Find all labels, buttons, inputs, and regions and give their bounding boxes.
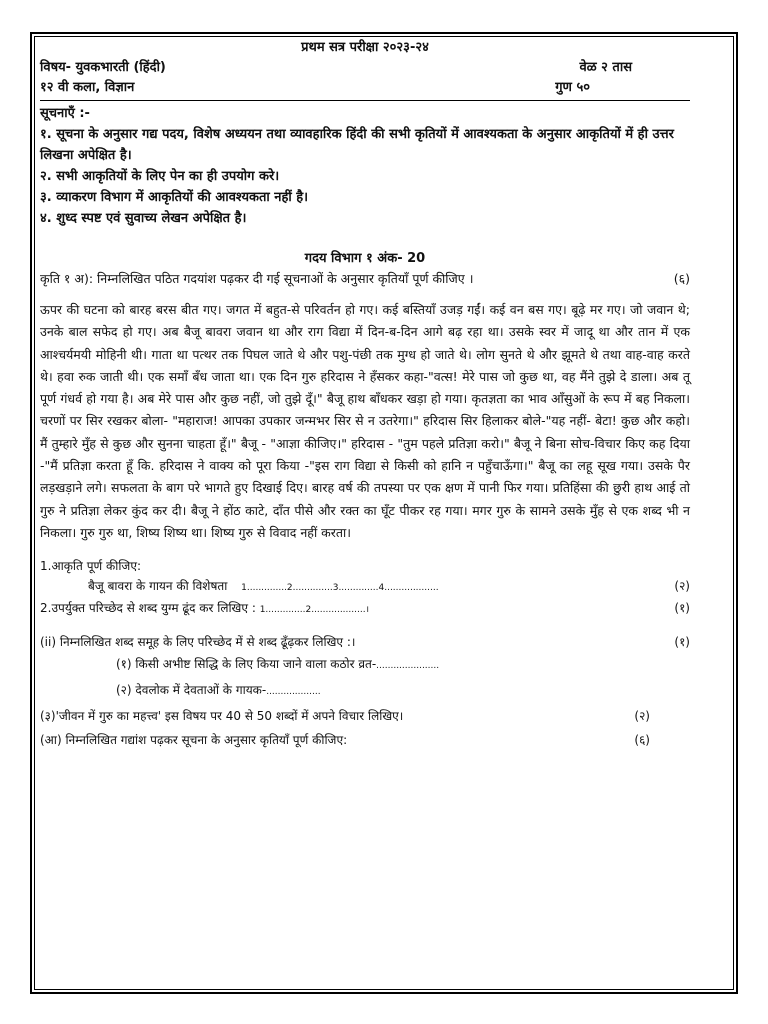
total-marks: गुण ५० <box>555 80 590 95</box>
class: १२ वी कला, विज्ञान <box>40 80 135 95</box>
question-3 <box>40 632 690 652</box>
instructions-heading: सूचनाएँ :- <box>40 106 90 121</box>
header-row-2 <box>40 78 690 98</box>
question-3-a-text: (१) किसी अभीष्ट सिद्धि के लिए किया जाने वाला कठोर व्रत- <box>116 657 377 672</box>
question-3-b <box>40 678 690 704</box>
prose-passage: ऊपर की घटना को बारह बरस बीत गए। जगत में बहुत-से परिवर्तन हो गए। कई बस्तियाँ उजड़ गईं। कई वन बस गए। बूढ़े मर गए। जो जवान थे; उनके बाल सफेद हो गए। अब बैजू बावरा जवान था और राग विद्या में दिन-ब-दिन आगे बढ़ रहा था। उसके स्वर में जादू था और तान में एक आश्चर्यमयी मोहिनी थी। गाता था पत्थर तक पिघल जाते थे और पशु-पंछी तक मुग्ध हो जाते थे। लोग सुनते थे और झूमते थे तथा वाह-वाह करते थे। हवा रुक जाती थी। एक समाँ बँध जाता था। एक दिन गुरु हरिदास ने हँसकर कहा-"वत्स! मेरे पास जो कुछ था, वह मैंने तुझे दे डाला। अब तू पूर्ण गंधर्व हो गया है। अब मेरे पास और कुछ नहीं, जो तुझे दूँ।" बैजू हाथ बाँधकर खड़ा हो गया। कृतज्ञता का भाव आँसुओं के रूप में बह निकला। चरणों पर सिर रखकर बोला- "महाराज! आपका उपकार जन्मभर सिर से न उतरेगा।" हरिदास सिर हिलाकर बोले-"यह नहीं- बेटा! कुछ और कहो। मैं तुम्हारे मुँह से कुछ और सुनना चाहता हूँ।" बैजू - "आज्ञा कीजिए।" हरिदास - "तुम पहले प्रतिज्ञा करो।" बैजू ने बिना सोच-विचार किए कह दिया -"मैं प्रतिज्ञा करता हूँ कि. हरिदास ने वाक्य को पूरा किया -"इस राग विद्या से किसी को हानि न पहुँचाऊँगा।" बैजू का लहू सूख गया। उसके पैर लड़खड़ाने लगे। सफलता के बाग परे भागते हुए दिखाई दिए। बारह वर्ष की तपस्या पर एक क्षण में पानी फिर गया। प्रतिहिंसा की छुरी हाथ आई तो गुरु ने प्रतिज्ञा लेकर कुंद कर दी। बैजू ने होंठ काटे, दाँत पीसे और रक्त का घूँट पीकर रह गया। मगर गुरु के सामने उसके मुँह से एक शब्द भी न निकला। गुरु गुरु था, शिष्य शिष्य था। शिष्य गुरु से विवाद नहीं करता। <box>40 302 690 540</box>
question-4-label: (३)'जीवन में गुरु का महत्त्व' इस विषय पर 40 से 50 शब्दों में अपने विचार लिखिए। <box>40 709 404 724</box>
question-1-marks: (२) <box>674 579 690 594</box>
question-2 <box>40 598 690 620</box>
question-3-label: (ii) निम्नलिखित शब्द समूह के लिए परिच्छेद में से शब्द ढूँढ़कर लिखिए :। <box>40 635 356 650</box>
task-text: कृति १ अ): निम्नलिखित पठित गदयांश पढ़कर दी गई सूचनाओं के अनुसार कृतियाँ पूर्ण कीजिए । <box>40 271 474 286</box>
question-5 <box>40 728 690 752</box>
exam-paper <box>40 38 690 752</box>
task-line <box>40 269 690 289</box>
instruction-1: १. सूचना के अनुसार गद्य पदय, विशेष अध्ययन तथा व्यावहारिक हिंदी की सभी कृतियों में आवश्यकता के अनुसार आकृतियों में ही उत्तर लिखना अपेक्षित है। <box>40 127 674 163</box>
question-3-a <box>40 652 690 678</box>
question-5-label: (आ) निम्नलिखित गद्यांश पढ़कर सूचना के अनुसार कृतियाँ पूर्ण कीजिए: <box>40 733 348 748</box>
header-divider <box>40 100 690 101</box>
section-title: गदय विभाग १ अंक- 20 <box>304 251 426 266</box>
instruction-3: ३. व्याकरण विभाग में आकृतियों की आवश्यकता नहीं है। <box>40 190 309 205</box>
header-row-1 <box>40 58 690 78</box>
question-2-label: 2.उपर्युक्त परिच्छेद से शब्द युग्म ढूंद कर लिखिए : <box>40 601 256 616</box>
question-2-body <box>40 598 369 620</box>
question-2-marks: (१) <box>674 601 690 616</box>
question-3-b-text: (२) देवलोक में देवताओं के गायक- <box>116 683 267 698</box>
question-2-blanks: 1..............2...................। <box>259 605 369 616</box>
question-1-text: बैजू बावरा के गायन की विशेषता <box>88 579 228 594</box>
exam-title: प्रथम सत्र परीक्षा २०२३-२४ <box>301 40 429 55</box>
instruction-2: २. सभी आकृतियों के लिए पेन का ही उपयोग करे। <box>40 169 280 184</box>
question-3-a-blank: ...................... <box>376 661 440 672</box>
question-4-marks: (२) <box>634 709 650 724</box>
question-1-row <box>40 576 690 598</box>
question-1-body <box>40 576 439 598</box>
question-1-blanks: 1..............2..............3..............4................... <box>241 583 439 594</box>
question-4 <box>40 704 690 728</box>
question-3-marks: (१) <box>674 635 690 650</box>
question-3-b-blank: ................... <box>266 687 321 698</box>
subject: विषय- युवकभारती (हिंदी) <box>40 60 166 75</box>
instruction-4: ४. शुध्द स्पष्ट एवं सुवाच्य लेखन अपेक्षित है। <box>40 211 247 226</box>
question-1-label: 1.आकृति पूर्ण कीजिए: <box>40 559 142 574</box>
question-1 <box>40 556 690 598</box>
task-marks: (६) <box>673 271 690 286</box>
time: वेळ २ तास <box>579 60 632 75</box>
question-5-marks: (६) <box>634 733 650 748</box>
